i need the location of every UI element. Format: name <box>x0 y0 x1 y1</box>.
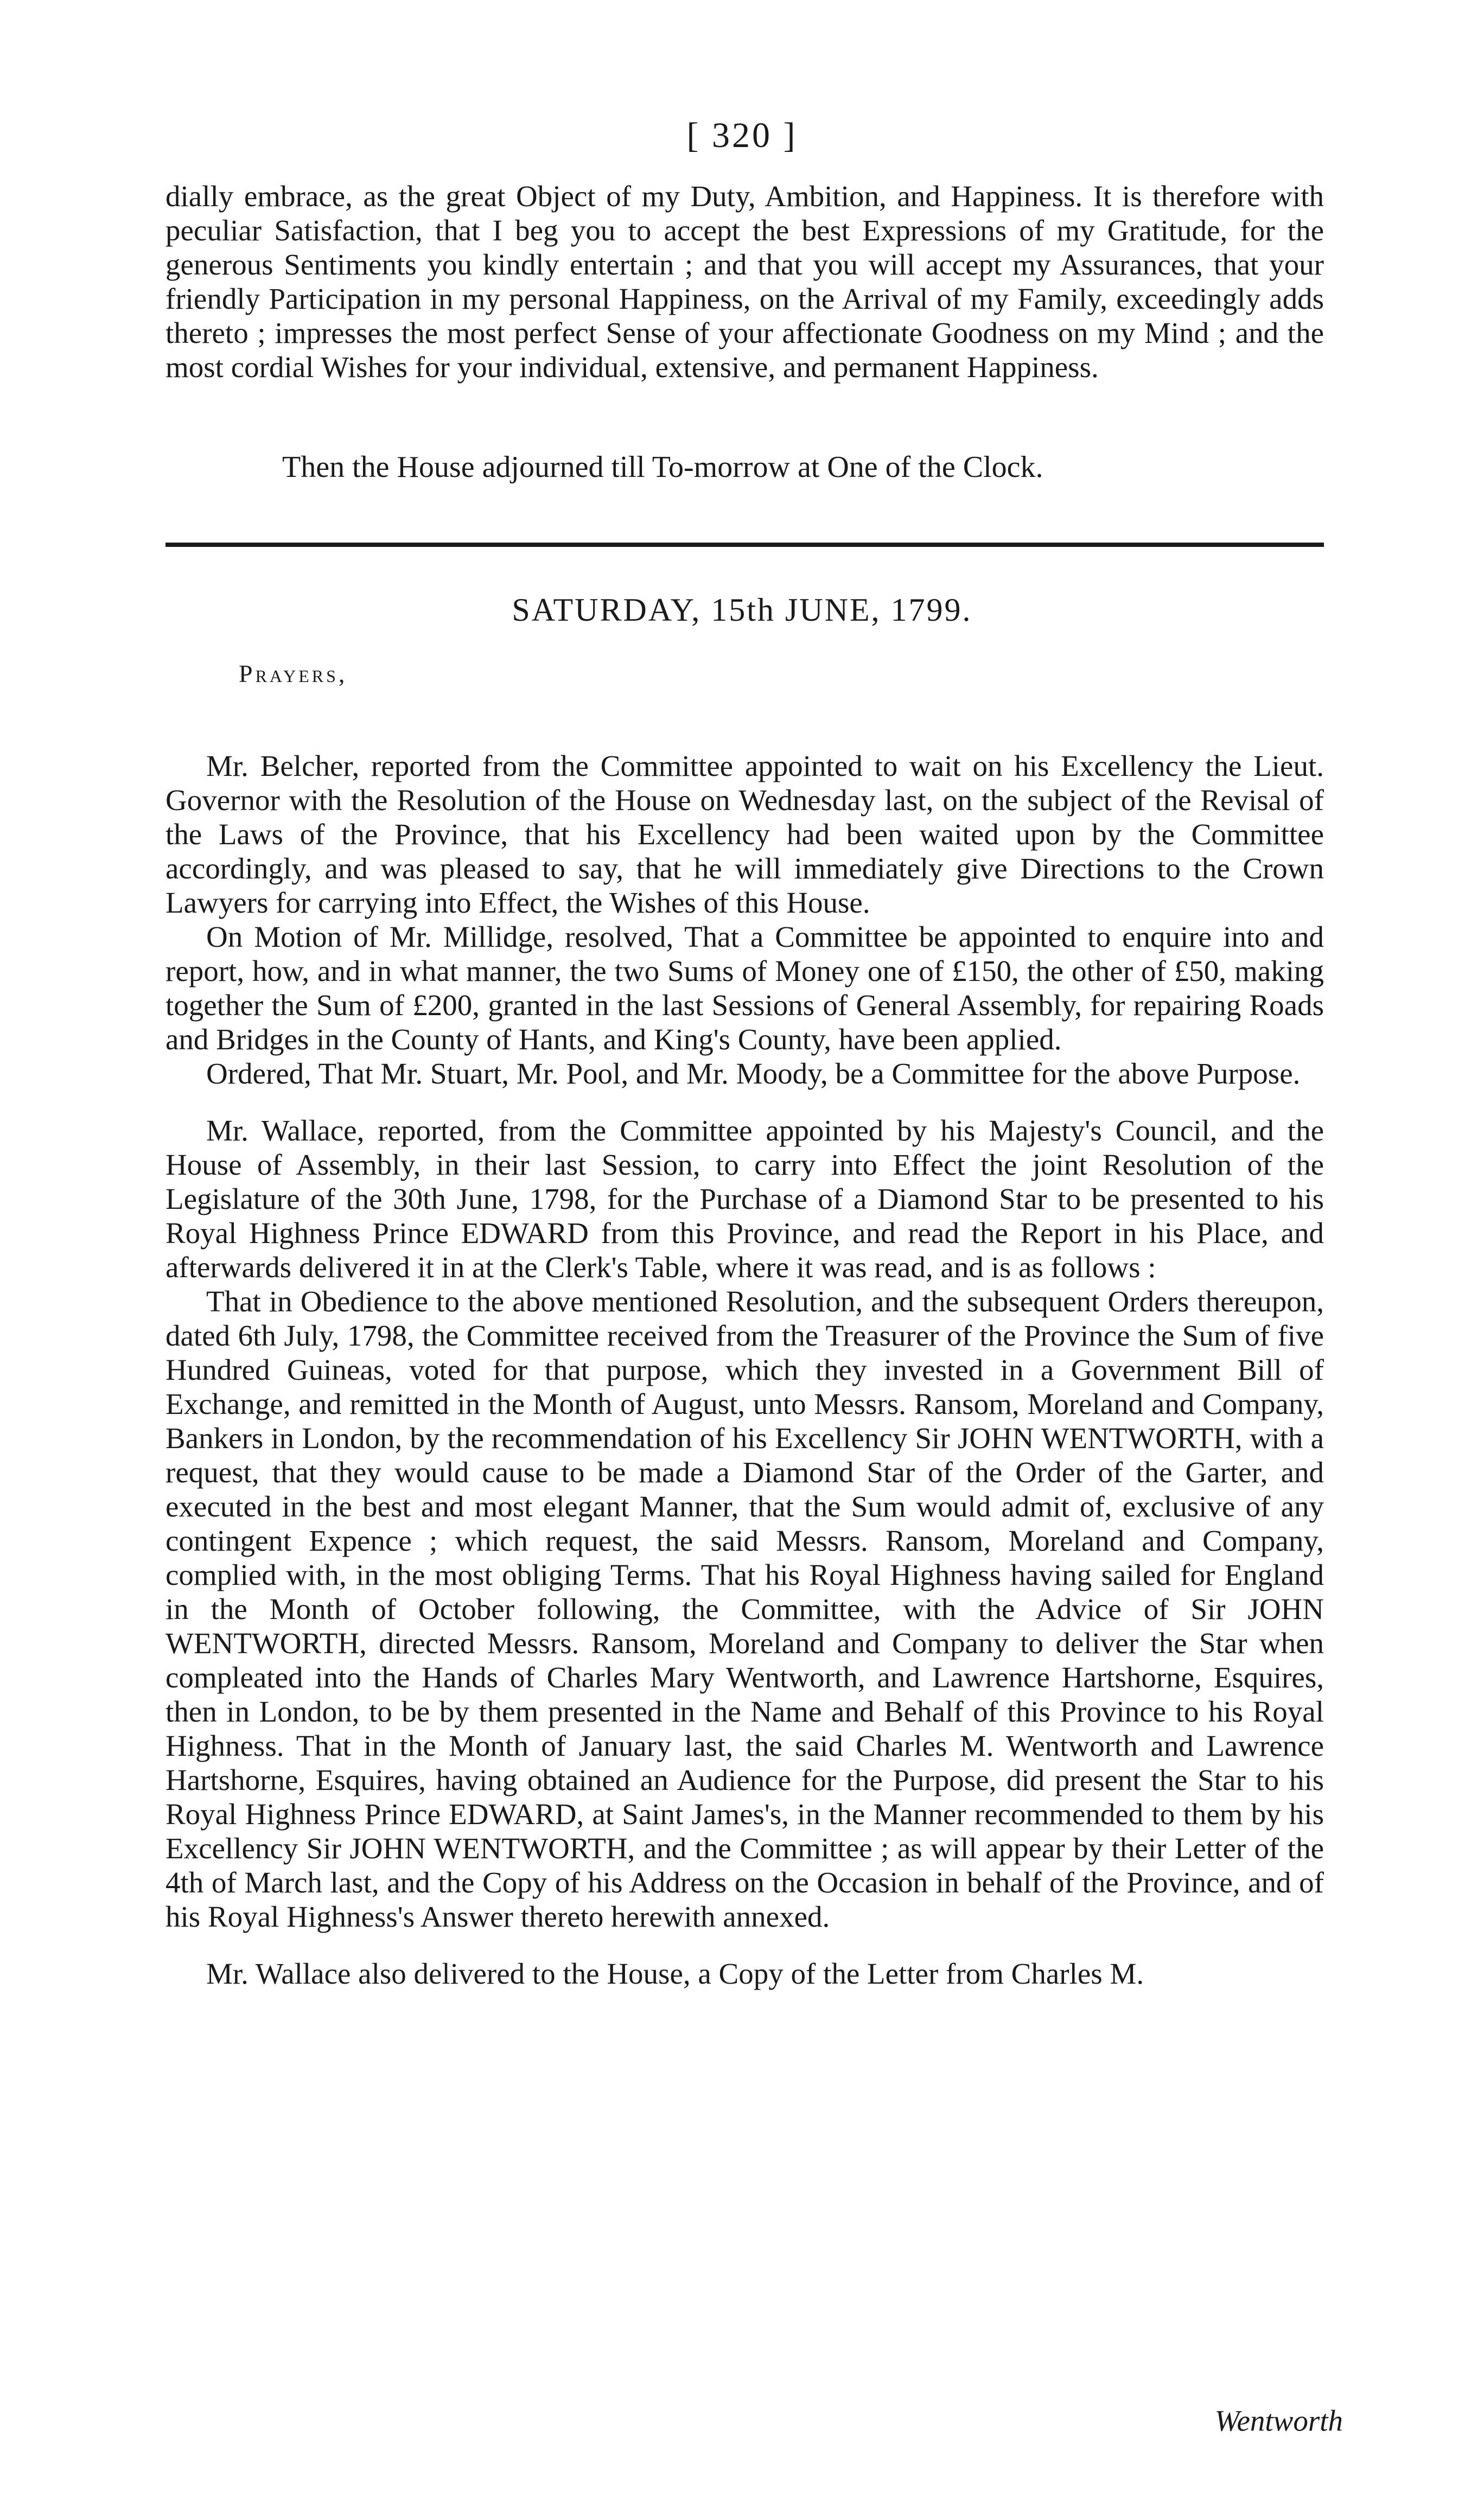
wallace-letter-paragraph: Mr. Wallace also delivered to the House, a Copy of the Letter from Charles M. <box>206 1957 1144 1990</box>
report-body-paragraph: That in Obedience to the above mentioned Resolution, and the subsequent Orders thereupon, dated 6th July, 1798, the Committee received from the Treasurer of the Province the Sum of five Hundred Guineas, voted for that purpose, which they invested in a Government Bill of Exchange, and remitted in the Month of August, unto Messrs. Ransom, Moreland and Company, Bankers in London, by the recommendation of his Excellency Sir JOHN WENTWORTH, with a request, that they would cause to be made a Diamond Star of the Order of the Garter, and executed in the best and most elegant Manner, that the Sum would admit of, exclusive of any contingent Expence ; which request, the said Messrs. Ransom, Moreland and Company, complied with, in the most obliging Terms. That his Royal Highness having sailed for England in the Month of October following, the Committee, with the Advice of Sir JOHN WENTWORTH, directed Messrs. Ransom, Moreland and Company to deliver the Star when compleated into the Hands of Charles Mary Wentworth, and Lawrence Hartshorne, Esquires, then in London, to be by them presented in the Name and Behalf of this Province to his Royal Highness. That in the Month of January last, the said Charles M. Wentworth and Lawrence Hartshorne, Esquires, having obtained an Audience for the Purpose, did present the Star to his Royal Highness Prince EDWARD, at Saint James's, in the Manner recommended to them by his Excellency Sir JOHN WENTWORTH, and the Committee ; as will appear by their Letter of the 4th of March last, and the Copy of his Address on the Occasion in behalf of the Province, and of his Royal Highness's Answer thereto herewith annexed. <box>165 1285 1324 1933</box>
date-heading: SATURDAY, 15th JUNE, 1799. <box>512 592 972 628</box>
section-divider <box>165 543 1324 547</box>
belcher-report-paragraph: Mr. Belcher, reported from the Committee appointed to wait on his Excellency the Lieut. Governor with the Resolution of the House on Wednesday last, on the subject of the Revisal of the Laws of the Province, that his Excellency had been waited upon by the Committee accordingly, and was pleased to say, that he will immediately give Directions to the Crown Lawyers for carrying into Effect, the Wishes of this House. <box>165 749 1324 919</box>
opening-paragraph: dially embrace, as the great Object of my Duty, Ambition, and Happiness. It is therefore with peculiar Satisfaction, that I beg you to accept the best Expressions of my Gratitude, for the generous Sentiments you kindly entertain ; and that you will accept my Assurances, that your friendly Participation in my personal Happiness, on the Arrival of my Family, exceedingly adds thereto ; impresses the most perfect Sense of your affectionate Goodness on my Mind ; and the most cordial Wishes for your individual, extensive, and permanent Happiness. <box>165 180 1324 384</box>
wallace-report-paragraph: Mr. Wallace, reported, from the Committee appointed by his Majesty's Council, and the House of Assembly, in their last Session, to carry into Effect the joint Resolution of the Legislature of the 30th June, 1798, for the Purchase of a Diamond Star to be presented to his Royal Highness Prince EDWARD from this Province, and read the Report in his Place, and afterwards delivered it in at the Clerk's Table, where it was read, and is as follows : <box>165 1114 1324 1284</box>
committee-order-paragraph: Ordered, That Mr. Stuart, Mr. Pool, and Mr. Moody, be a Committee for the above Purpose. <box>206 1057 1301 1090</box>
millidge-motion-paragraph: On Motion of Mr. Millidge, resolved, That a Committee be appointed to enquire into and report, how, and in what manner, the two Sums of Money one of £150, the other of £50, making together the Sum of £200, granted in the last Sessions of General Assembly, for repairing Roads and Bridges in the County of Hants, and King's County, have been applied. <box>165 920 1324 1056</box>
prayers-heading: Prayers, <box>239 660 348 687</box>
catchword: Wentworth <box>1214 2404 1343 2437</box>
page-number: [ 320 ] <box>686 116 798 155</box>
adjournment-notice: Then the House adjourned till To-morrow at One of the Clock. <box>282 450 1043 484</box>
proceedings-body <box>165 749 1324 1991</box>
